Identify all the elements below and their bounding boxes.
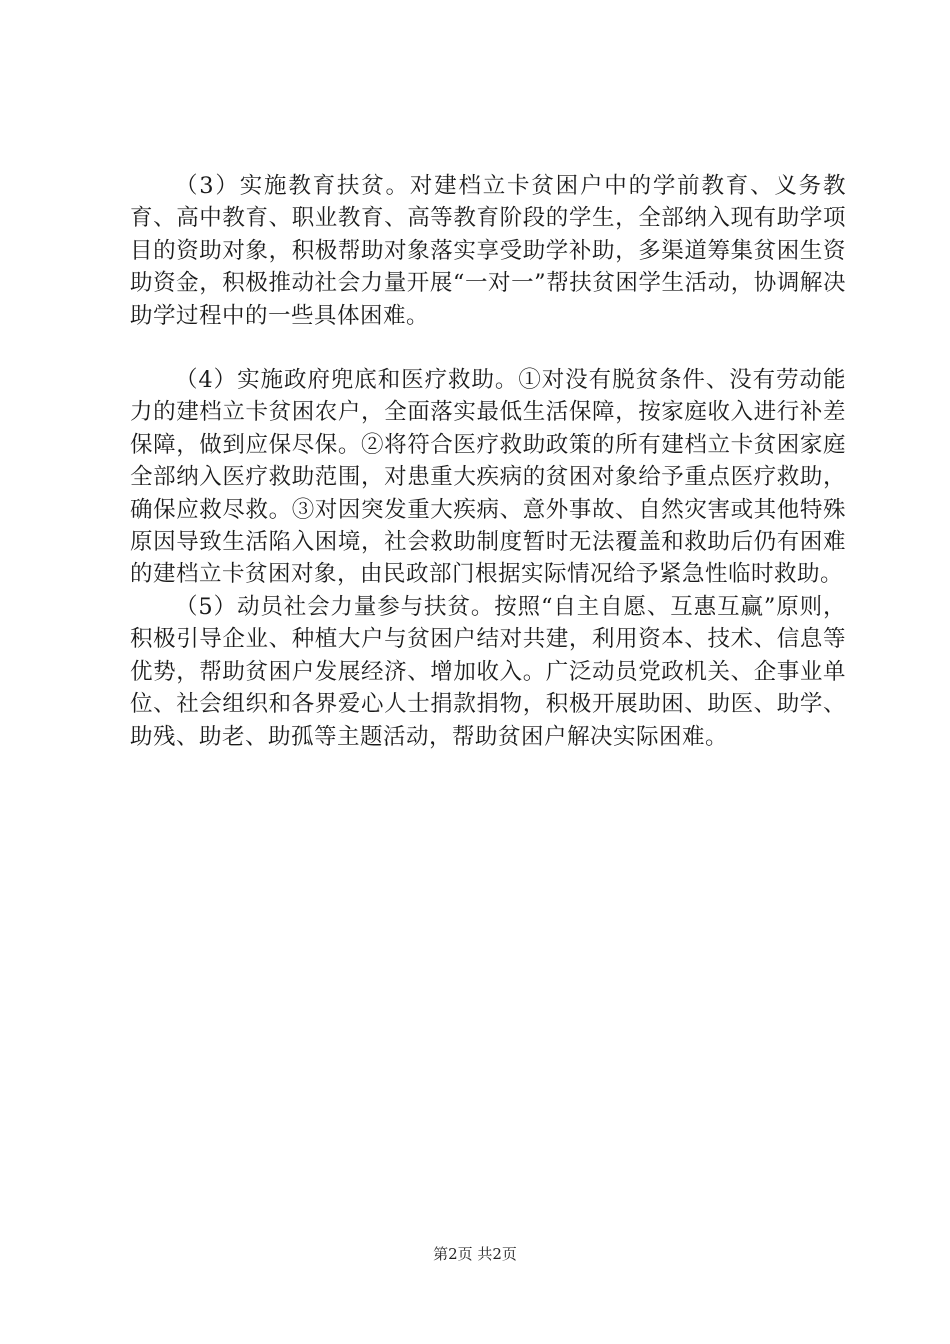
paragraph-gap [130, 332, 846, 364]
paragraph-government-medical-relief: （4）实施政府兜底和医疗救助。①对没有脱贫条件、没有劳动能力的建档立卡贫困农户，全面落实最低生活保障，按家庭收入进行补差保障，做到应保尽保。②将符合医疗救助政策的所有建档立卡贫困家庭全部纳入医疗救助范围，对患重大疾病的贫困对象给予重点医疗救助，确保应救尽救。③对因突发重大疾病、意外事故、自然灾害或其他特殊原因导致生活陷入困境，社会救助制度暂时无法覆盖和救助后仍有困难的建档立卡贫困对象，由民政部门根据实际情况给予紧急性临时救助。 [130, 367, 846, 588]
page-number-footer: 第2页 共2页 [433, 1245, 517, 1263]
document-body [130, 170, 846, 753]
paragraph-social-mobilization: （5）动员社会力量参与扶贫。按照“自主自愿、互惠互赢”原则，积极引导企业、种植大户与贫困户结对共建，利用资本、技术、信息等优势，帮助贫困户发展经济、增加收入。广泛动员党政机关、企事业单位、社会组织和各界爱心人士捐款捐物，积极开展助困、助医、助学、助残、助老、助孤等主题活动，帮助贫困户解决实际困难。 [130, 593, 846, 750]
paragraph-education-poverty-alleviation: （3）实施教育扶贫。对建档立卡贫困户中的学前教育、义务教育、高中教育、职业教育、高等教育阶段的学生，全部纳入现有助学项目的资助对象，积极帮助对象落实享受助学补助，多渠道筹集贫困生资助资金，积极推动社会力量开展“一对一”帮扶贫困学生活动，协调解决助学过程中的一些具体困难。 [130, 173, 846, 329]
